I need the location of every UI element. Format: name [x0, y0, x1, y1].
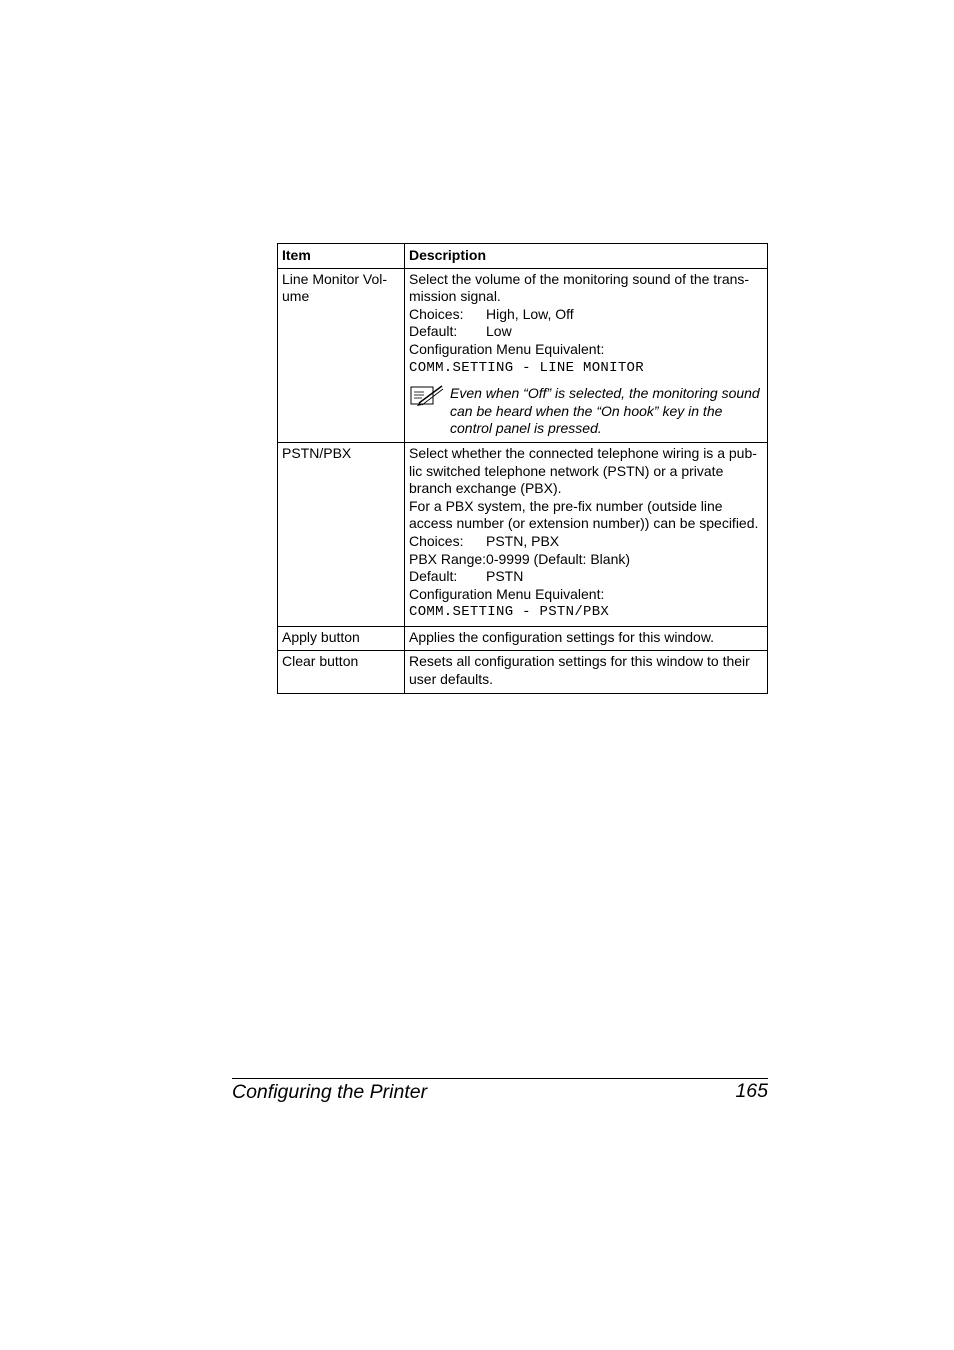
table-header-row	[278, 244, 768, 269]
description-cell: Applies the configuration settings for this window.	[405, 626, 768, 651]
note	[409, 385, 763, 438]
column-header-description: Description	[405, 244, 768, 269]
default-line	[409, 568, 763, 586]
table-row	[278, 651, 768, 693]
description-text: user defaults.	[409, 671, 494, 688]
description-text: Select the volume of the monitoring sound of the trans-	[409, 270, 750, 287]
note-text: control panel is pressed.	[450, 420, 602, 437]
item-cell: Apply button	[278, 626, 405, 651]
choices-label: Choices:	[409, 532, 464, 549]
description-text: Select whether the connected telephone wiring is a pub-	[409, 444, 757, 461]
menu-equivalent-label: Configuration Menu Equivalent:	[409, 585, 605, 602]
description-cell	[405, 442, 768, 626]
footer-title: Configuring the Printer	[232, 1081, 428, 1103]
note-pencil-icon	[410, 383, 444, 407]
table-row	[278, 626, 768, 651]
description-text: access number (or extension number)) can be specified.	[409, 515, 759, 532]
settings-table	[277, 243, 768, 694]
table-row	[278, 442, 768, 626]
menu-equivalent-value: COMM.SETTING - PSTN/PBX	[409, 604, 610, 621]
item-name: ume	[282, 288, 310, 305]
range-text: PBX Range:0-9999 (Default: Blank)	[409, 550, 631, 567]
item-cell: Clear button	[278, 651, 405, 693]
choices-line	[409, 533, 763, 551]
footer-divider	[232, 1078, 768, 1079]
item-cell	[278, 268, 405, 442]
description-cell	[405, 651, 768, 693]
description-text: branch exchange (PBX).	[409, 480, 562, 497]
default-line	[409, 323, 763, 341]
default-label: Default:	[409, 568, 458, 585]
description-text: Resets all configuration settings for this window to their	[409, 653, 750, 670]
description-cell	[405, 268, 768, 442]
item-cell: PSTN/PBX	[278, 442, 405, 626]
description-text: lic switched telephone network (PSTN) or a private	[409, 462, 724, 479]
default-label: Default:	[409, 323, 458, 340]
description-text: For a PBX system, the pre-fix number (outside line	[409, 497, 723, 514]
default-value: PSTN	[486, 568, 524, 585]
default-value: Low	[486, 323, 512, 340]
table-row	[278, 268, 768, 442]
menu-equivalent-value: COMM.SETTING - LINE MONITOR	[409, 359, 644, 376]
choices-value: High, Low, Off	[486, 305, 574, 322]
item-name: Line Monitor Vol-	[282, 270, 388, 287]
note-text: Even when “Off” is selected, the monitoring sound	[450, 385, 760, 402]
column-header-item: Item	[278, 244, 405, 269]
note-text: can be heard when the “On hook” key in the	[450, 402, 723, 419]
page-number: 165	[735, 1080, 768, 1102]
choices-label: Choices:	[409, 305, 464, 322]
menu-equivalent-label: Configuration Menu Equivalent:	[409, 340, 605, 357]
choices-line	[409, 306, 763, 324]
description-text: mission signal.	[409, 288, 501, 305]
choices-value: PSTN, PBX	[486, 532, 560, 549]
